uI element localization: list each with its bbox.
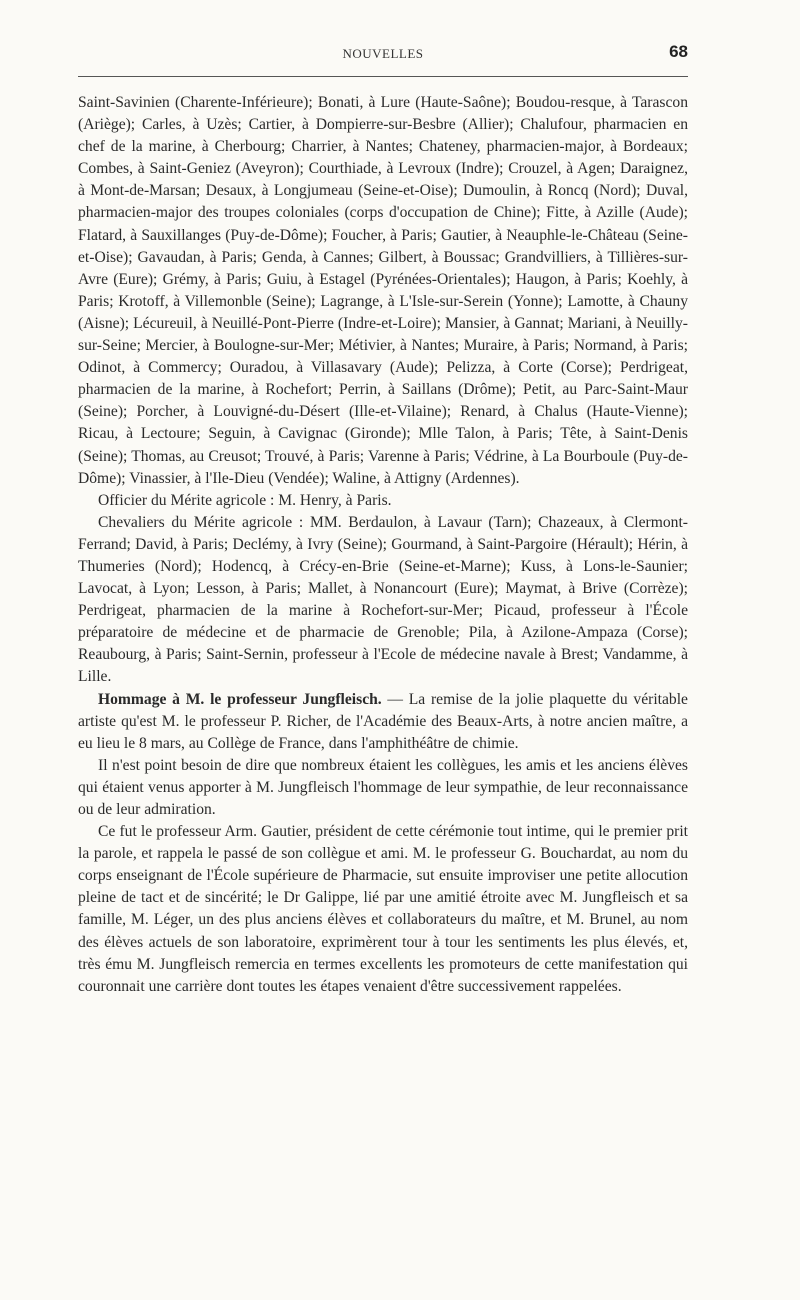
article-body [78,92,688,998]
section-heading: Hommage à M. le professeur Jungfleisch. [98,690,382,708]
page-header [78,40,688,66]
running-title: NOUVELLES [342,46,424,61]
page-number: 68 [669,42,688,61]
paragraph-chevaliers-list: Saint-Savinien (Charente-Inférieure); Bonati, à Lure (Haute-Saône); Boudou-resque, à Tarascon (Ariège); Carles, à Uzès; Cartier, à Dompierre-sur-Besbre (Allier); Chalufour, pharmacien en chef de la marine, à Cherbourg; Charrier, à Nantes; Chateney, pharmacien-major, à Bordeaux; Combes, à Saint-Geniez (Aveyron); Courthiade, à Levroux (Indre); Crouzel, à Agen; Daraignez, à Mont-de-Marsan; Desaux, à Longjumeau (Seine-et-Oise); Dumoulin, à Roncq (Nord); Duval, pharmacien-major des troupes coloniales (corps d'occupation de Chine); Fitte, à Azille (Aude); Flatard, à Sauxillanges (Puy-de-Dôme); Foucher, à Paris; Gautier, à Neauphle-le-Château (Seine-et-Oise); Gavaudan, à Paris; Genda, à Cannes; Gilbert, à Boussac; Grandvilliers, à Tillières-sur-Avre (Eure); Grémy, à Paris; Guiu, à Estagel (Pyrénées-Orientales); Haugon, à Paris; Koehly, à Paris; Krotoff, à Villemonble (Seine); Lagrange, à L'Isle-sur-Serein (Yonne); Lamotte, à Chauny (Aisne); Lécureuil, à Neuillé-Pont-Pierre (Indre-et-Loire); Mansier, à Gannat; Mariani, à Neuilly-sur-Seine; Mercier, à Boulogne-sur-Mer; Métivier, à Nantes; Muraire, à Paris; Normand, à Paris; Odinot, à Commercy; Ouradou, à Villasavary (Aude); Pelizza, à Corte (Corse); Perdrigeat, pharmacien de la marine, à Rochefort; Perrin, à Saillans (Drôme); Petit, au Parc-Saint-Maur (Seine); Porcher, à Louvigné-du-Désert (Ille-et-Vilaine); Renard, à Chalus (Haute-Vienne); Ricau, à Lectoure; Seguin, à Cavignac (Gironde); Mlle Talon, à Paris; Tête, à Saint-Denis (Seine); Thomas, au Creusot; Trouvé, à Paris; Varenne à Paris; Védrine, à La Bourboule (Puy-de-Dôme); Vinassier, à l'Ile-Dieu (Vendée); Waline, à Attigny (Ardennes). [78,94,688,487]
header-rule [78,76,688,77]
paragraph-officier-merite-agricole: Officier du Mérite agricole : M. Henry, à Paris. [98,491,392,509]
document-page [78,40,688,995]
paragraph-hommage-jungfleisch [78,689,688,755]
paragraph-collegues-amis: Il n'est point besoin de dire que nombreux étaient les collègues, les amis et les anciens élèves qui étaient venus apporter à M. Jungfleisch l'hommage de leur sympathie, de leur reconnaissance ou de leur admiration. [78,756,688,818]
paragraph-ceremonie: Ce fut le professeur Arm. Gautier, président de cette cérémonie tout intime, qui le premier prit la parole, et rappela le passé de son collègue et ami. M. le professeur G. Bouchardat, au nom du corps enseignant de l'École supérieure de Pharmacie, sut ensuite improviser une petite allocution pleine de tact et de sincérité; le Dr Galippe, lié par une amitié étroite avec M. Jungfleisch et sa famille, M. Léger, un des plus anciens élèves et collaborateurs du maître, et M. Brunel, au nom des élèves actuels de son laboratoire, exprimèrent tour à tour les sentiments les plus élevés, et, très ému M. Jungfleisch remercia en termes excellents les promoteurs de cette manifestation qui couronnait une carrière dont toutes les étapes venaient d'être successivement rappelées. [78,823,688,995]
paragraph-hommage-text: — La remise de la jolie plaquette du véritable artiste qu'est M. le professeur P. Richer, de l'Académie des Beaux-Arts, à notre ancien maître, a eu lieu le 8 mars, au Collège de France, dans l'amphithéâtre de chimie. [78,690,688,752]
paragraph-chevaliers-merite-agricole: Chevaliers du Mérite agricole : MM. Berdaulon, à Lavaur (Tarn); Chazeaux, à Clermont-Ferrand; David, à Paris; Declémy, à Ivry (Seine); Gourmand, à Saint-Pargoire (Hérault); Hérin, à Thumeries (Nord); Hodencq, à Crécy-en-Brie (Seine-et-Marne); Kuss, à Lons-le-Saunier; Lavocat, à Lyon; Lesson, à Paris; Mallet, à Nonancourt (Eure); Maymat, à Brive (Corrèze); Perdrigeat, pharmacien de la marine à Rochefort-sur-Mer; Picaud, professeur à l'École préparatoire de médecine et de pharmacie de Grenoble; Pila, à Azilone-Ampaza (Corse); Reaubourg, à Paris; Saint-Sernin, professeur à l'Ecole de médecine navale à Brest; Vandamme, à Lille. [78,513,688,686]
